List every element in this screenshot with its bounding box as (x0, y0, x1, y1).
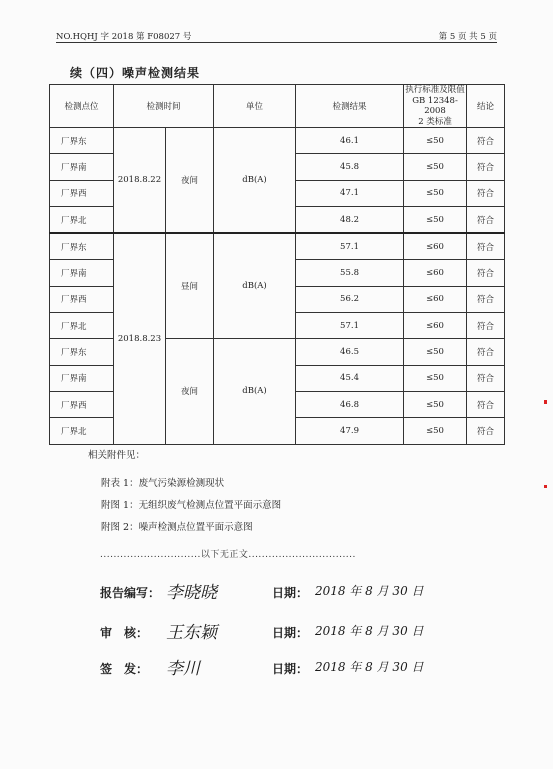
cell-conclusion: 符合 (467, 128, 505, 154)
cell-period: 夜间 (166, 339, 214, 444)
cell-date: 2018.8.23 (114, 233, 166, 444)
cell-limit: ≤50 (404, 418, 467, 444)
author-label: 报告编写： (100, 586, 161, 600)
cell-limit: ≤50 (404, 154, 467, 180)
attachment-item: 附图 1：无组织废气检测点位置平面示意图 (101, 500, 282, 511)
cell-limit: ≤50 (404, 339, 467, 365)
cell-conclusion: 符合 (467, 391, 505, 417)
cell-result: 46.8 (296, 391, 404, 417)
related-attachments-title: 相关附件见： (88, 450, 146, 461)
issuer-date: 2018 年 8 月 30 日 (315, 660, 424, 674)
cell-result: 46.5 (296, 339, 404, 365)
header-result: 检测结果 (296, 85, 404, 128)
cell-conclusion: 符合 (467, 418, 505, 444)
author-date: 2018 年 8 月 30 日 (315, 584, 424, 598)
cell-limit: ≤50 (404, 365, 467, 391)
cell-limit: ≤60 (404, 286, 467, 312)
page-edge-mark (544, 485, 547, 488)
cell-date: 2018.8.22 (114, 128, 166, 234)
cell-conclusion: 符合 (467, 313, 505, 339)
issuer-signature: 李川 (166, 659, 200, 679)
cell-result: 57.1 (296, 313, 404, 339)
cell-limit: ≤50 (404, 206, 467, 233)
cell-result: 56.2 (296, 286, 404, 312)
end-of-text-label: 以下无正文 (200, 550, 249, 560)
cell-limit: ≤50 (404, 391, 467, 417)
cell-result: 47.9 (296, 418, 404, 444)
cell-result: 47.1 (296, 180, 404, 206)
cell-period: 昼间 (166, 233, 214, 339)
cell-location: 厂界南 (50, 365, 114, 391)
header-unit: 单位 (214, 85, 296, 128)
cell-result: 46.1 (296, 128, 404, 154)
cell-result: 55.8 (296, 260, 404, 286)
dotted-leader-right: ................................ (248, 550, 356, 560)
cell-result: 57.1 (296, 233, 404, 260)
cell-location: 厂界东 (50, 233, 114, 260)
cell-limit: ≤50 (404, 180, 467, 206)
page-edge-mark (544, 400, 547, 404)
cell-location: 厂界东 (50, 128, 114, 154)
cell-conclusion: 符合 (467, 206, 505, 233)
issuer-date-label: 日期： (272, 662, 309, 676)
cell-conclusion: 符合 (467, 233, 505, 260)
cell-conclusion: 符合 (467, 154, 505, 180)
cell-limit: ≤50 (404, 128, 467, 154)
cell-location: 厂界西 (50, 391, 114, 417)
author-signature: 李晓晓 (166, 583, 217, 603)
cell-unit: dB(A) (214, 339, 296, 444)
cell-conclusion: 符合 (467, 365, 505, 391)
signature-row-issuer (100, 654, 460, 680)
table-row (50, 233, 505, 260)
attachment-item: 附表 1：废气污染源检测现状 (101, 478, 225, 489)
cell-conclusion: 符合 (467, 180, 505, 206)
cell-unit: dB(A) (214, 233, 296, 339)
cell-location: 厂界北 (50, 206, 114, 233)
signature-row-author (100, 578, 460, 604)
cell-unit: dB(A) (214, 128, 296, 234)
header-location: 检测点位 (50, 85, 114, 128)
table-row (50, 128, 505, 154)
issuer-label: 签 发： (100, 662, 149, 676)
header-standard-line3: 2 类标准 (418, 116, 452, 127)
cell-location: 厂界南 (50, 154, 114, 180)
cell-result: 45.4 (296, 365, 404, 391)
cell-conclusion: 符合 (467, 286, 505, 312)
signature-row-reviewer (100, 618, 460, 644)
header-standard-line1: 执行标准及限值 (405, 85, 465, 95)
page-header (56, 28, 497, 43)
dotted-leader-left: .............................. (100, 550, 201, 560)
author-date-label: 日期： (272, 586, 309, 600)
header-time: 检测时间 (114, 85, 214, 128)
cell-location: 厂界东 (50, 339, 114, 365)
table-header-row (50, 85, 505, 128)
cell-location: 厂界北 (50, 313, 114, 339)
reviewer-label: 审 核： (100, 626, 149, 640)
cell-limit: ≤60 (404, 233, 467, 260)
report-number: NO.HQHJ 字 2018 第 F08027 号 (56, 32, 192, 42)
reviewer-signature: 王东颖 (166, 623, 217, 643)
cell-result: 48.2 (296, 206, 404, 233)
section-title: 续（四）噪声检测结果 (70, 66, 201, 80)
cell-location: 厂界南 (50, 260, 114, 286)
reviewer-date: 2018 年 8 月 30 日 (315, 624, 424, 638)
end-of-text-line (100, 547, 356, 560)
cell-limit: ≤60 (404, 313, 467, 339)
cell-conclusion: 符合 (467, 260, 505, 286)
cell-location: 厂界西 (50, 180, 114, 206)
cell-conclusion: 符合 (467, 339, 505, 365)
page-number: 第 5 页 共 5 页 (438, 32, 497, 42)
cell-location: 厂界北 (50, 418, 114, 444)
cell-location: 厂界西 (50, 286, 114, 312)
attachment-item: 附图 2：噪声检测点位置平面示意图 (101, 522, 253, 533)
noise-results-table (49, 84, 505, 445)
header-conclusion: 结论 (467, 85, 505, 128)
cell-limit: ≤60 (404, 260, 467, 286)
cell-result: 45.8 (296, 154, 404, 180)
header-standard (404, 85, 467, 128)
reviewer-date-label: 日期： (272, 626, 309, 640)
cell-period: 夜间 (166, 128, 214, 234)
header-standard-line2: GB 12348-2008 (412, 95, 458, 116)
